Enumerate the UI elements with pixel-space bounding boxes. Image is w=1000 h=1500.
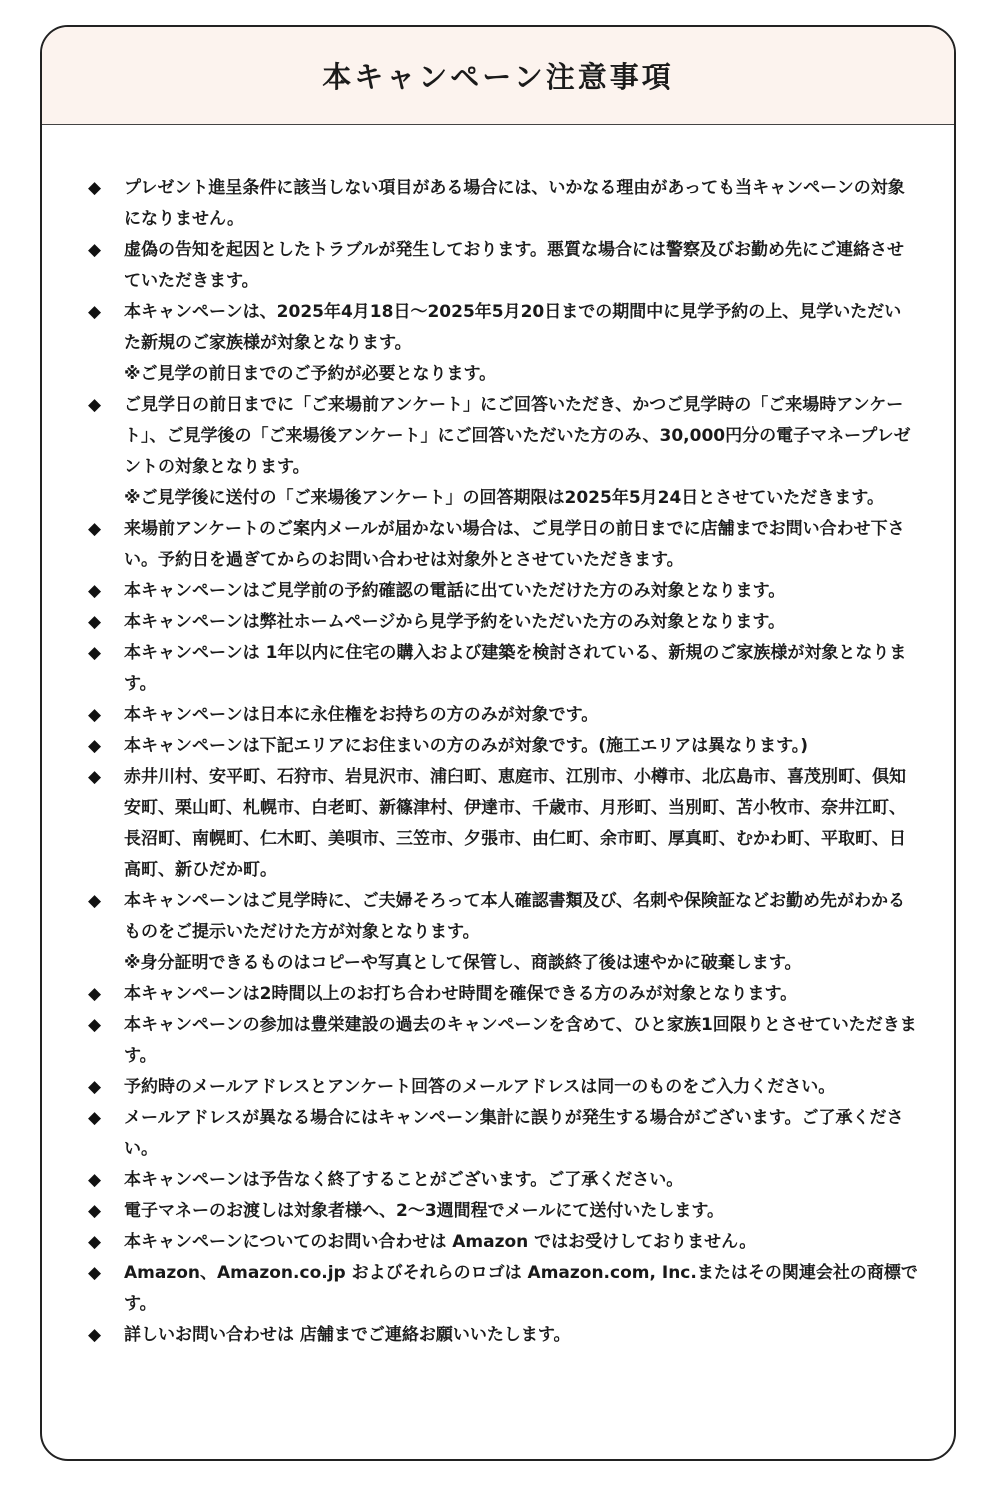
notice-item-text: メールアドレスが異なる場合にはキャンペーン集計に誤りが発生する場合がございます。ご了承ください。	[124, 1108, 904, 1159]
notice-item	[88, 607, 918, 638]
notice-item-body	[124, 700, 918, 731]
notice-item-body	[124, 1072, 918, 1103]
notice-item-body	[124, 762, 918, 886]
notice-item-body	[124, 390, 918, 514]
notice-item	[88, 235, 918, 297]
diamond-bullet-icon: ◆	[88, 581, 102, 601]
notice-item-text: 本キャンペーンはご見学時に、ご夫婦そろって本人確認書類及び、名刺や保険証などお勤め先がわかるものをご提示いただけた方が対象となります。	[124, 891, 905, 942]
diamond-bullet-icon: ◆	[88, 705, 102, 725]
notice-item	[88, 576, 918, 607]
diamond-bullet-icon: ◆	[88, 395, 102, 415]
notice-item-body	[124, 576, 918, 607]
diamond-bullet-icon: ◆	[88, 1170, 102, 1190]
notice-item-text: Amazon、Amazon.co.jp およびそれらのロゴは Amazon.com, Inc.またはその関連会社の商標です。	[124, 1263, 918, 1314]
diamond-bullet-icon: ◆	[88, 1015, 102, 1035]
notice-item-body	[124, 1196, 918, 1227]
notice-item	[88, 173, 918, 235]
notice-item-text: 本キャンペーンは弊社ホームページから見学予約をいただいた方のみ対象となります。	[124, 612, 785, 632]
notice-item	[88, 979, 918, 1010]
notice-item-body	[124, 1320, 918, 1351]
diamond-bullet-icon: ◆	[88, 519, 102, 539]
card-header	[42, 27, 954, 125]
page-title: 本キャンペーン注意事項	[322, 60, 674, 94]
notice-item-body	[124, 886, 918, 979]
diamond-bullet-icon: ◆	[88, 612, 102, 632]
notice-item-body	[124, 173, 918, 235]
notice-item	[88, 1103, 918, 1165]
notice-item-text: 本キャンペーンはご見学前の予約確認の電話に出ていただけた方のみ対象となります。	[124, 581, 786, 601]
notice-item	[88, 762, 918, 886]
diamond-bullet-icon: ◆	[88, 1263, 102, 1283]
notice-item	[88, 638, 918, 700]
notice-item-text: 来場前アンケートのご案内メールが届かない場合は、ご見学日の前日までに店舗までお問い合わせ下さい。予約日を過ぎてからのお問い合わせは対象外とさせていただきます。	[124, 519, 905, 570]
notice-item-body	[124, 638, 918, 700]
notice-list	[42, 125, 954, 1351]
notice-item-body	[124, 1103, 918, 1165]
notice-item-text: 本キャンペーンは下記エリアにお住まいの方のみが対象です。(施工エリアは異なります。)	[124, 736, 808, 756]
diamond-bullet-icon: ◆	[88, 1108, 102, 1128]
notice-item-text: プレゼント進呈条件に該当しない項目がある場合には、いかなる理由があっても当キャンペーンの対象になりません。	[124, 178, 905, 229]
notice-item-body	[124, 1010, 918, 1072]
notice-item-text: 本キャンペーンは日本に永住権をお持ちの方のみが対象です。	[124, 705, 599, 725]
notice-item-text: 予約時のメールアドレスとアンケート回答のメールアドレスは同一のものをご入力ください。	[124, 1077, 836, 1097]
notice-item-body	[124, 731, 918, 762]
notice-item-text: 詳しいお問い合わせは 店舗までご連絡お願いいたします。	[124, 1325, 571, 1345]
notice-item-body	[124, 1258, 918, 1320]
notice-item	[88, 514, 918, 576]
notice-item-text: 虚偽の告知を起因としたトラブルが発生しております。悪質な場合には警察及びお勤め先にご連絡させていただきます。	[124, 240, 904, 291]
notice-item-note: ※ご見学後に送付の「ご来場後アンケート」の回答期限は2025年5月24日とさせていただきます。	[124, 488, 884, 508]
diamond-bullet-icon: ◆	[88, 1232, 102, 1252]
notice-item-text: 赤井川村、安平町、石狩市、岩見沢市、浦臼町、恵庭市、江別市、小樽市、北広島市、喜茂別町、倶知安町、栗山町、札幌市、白老町、新篠津村、伊達市、千歳市、月形町、当別町、苫小牧市、奈井江町、長沼町、南幌町、仁木町、美唄市、三笠市、夕張市、由仁町、余市町、厚真町、むかわ町、平取町、日高町、新ひだか町。	[124, 767, 906, 880]
diamond-bullet-icon: ◆	[88, 178, 102, 198]
diamond-bullet-icon: ◆	[88, 240, 102, 260]
diamond-bullet-icon: ◆	[88, 984, 102, 1004]
notice-item	[88, 1165, 918, 1196]
notice-item-body	[124, 514, 918, 576]
notice-item-text: 本キャンペーンは予告なく終了することがございます。ご了承ください。	[124, 1170, 684, 1190]
notice-item-text: ご見学日の前日までに「ご来場前アンケート」にご回答いただき、かつご見学時の「ご来場時アンケート」、ご見学後の「ご来場後アンケート」にご回答いただいた方のみ、30,000円分の電子マネープレゼントの対象となります。	[124, 395, 911, 477]
diamond-bullet-icon: ◆	[88, 1201, 102, 1221]
notice-item	[88, 1010, 918, 1072]
notice-item	[88, 700, 918, 731]
notice-item	[88, 1320, 918, 1351]
notice-item-text: 本キャンペーンについてのお問い合わせは Amazon ではお受けしておりません。	[124, 1232, 757, 1252]
notice-item	[88, 1258, 918, 1320]
notice-item-note: ※ご見学の前日までのご予約が必要となります。	[124, 364, 497, 384]
diamond-bullet-icon: ◆	[88, 767, 102, 787]
notice-item-body	[124, 297, 918, 390]
notice-item	[88, 390, 918, 514]
notice-item	[88, 1196, 918, 1227]
notice-item-note: ※身分証明できるものはコピーや写真として保管し、商談終了後は速やかに破棄します。	[124, 953, 802, 973]
notice-item	[88, 297, 918, 390]
notice-item-body	[124, 1165, 918, 1196]
notice-item-text: 本キャンペーンは 1年以内に住宅の購入および建築を検討されている、新規のご家族様が対象となります。	[124, 643, 907, 694]
notice-item-text: 本キャンペーンの参加は豊栄建設の過去のキャンペーンを含めて、ひと家族1回限りとさせていただきます。	[124, 1015, 917, 1066]
diamond-bullet-icon: ◆	[88, 736, 102, 756]
diamond-bullet-icon: ◆	[88, 1077, 102, 1097]
notice-item-body	[124, 607, 918, 638]
notice-item	[88, 886, 918, 979]
diamond-bullet-icon: ◆	[88, 1325, 102, 1345]
notice-item-text: 本キャンペーンは2時間以上のお打ち合わせ時間を確保できる方のみが対象となります。	[124, 984, 798, 1004]
diamond-bullet-icon: ◆	[88, 643, 102, 663]
notice-item-body	[124, 235, 918, 297]
notice-item	[88, 731, 918, 762]
notice-item-body	[124, 1227, 918, 1258]
notice-item-body	[124, 979, 918, 1010]
diamond-bullet-icon: ◆	[88, 302, 102, 322]
notice-item	[88, 1227, 918, 1258]
notice-item-text: 電子マネーのお渡しは対象者様へ、2〜3週間程でメールにて送付いたします。	[124, 1201, 724, 1221]
notice-item	[88, 1072, 918, 1103]
diamond-bullet-icon: ◆	[88, 891, 102, 911]
notice-card	[40, 25, 956, 1461]
notice-item-text: 本キャンペーンは、2025年4月18日〜2025年5月20日までの期間中に見学予約の上、見学いただいた新規のご家族様が対象となります。	[124, 302, 902, 353]
